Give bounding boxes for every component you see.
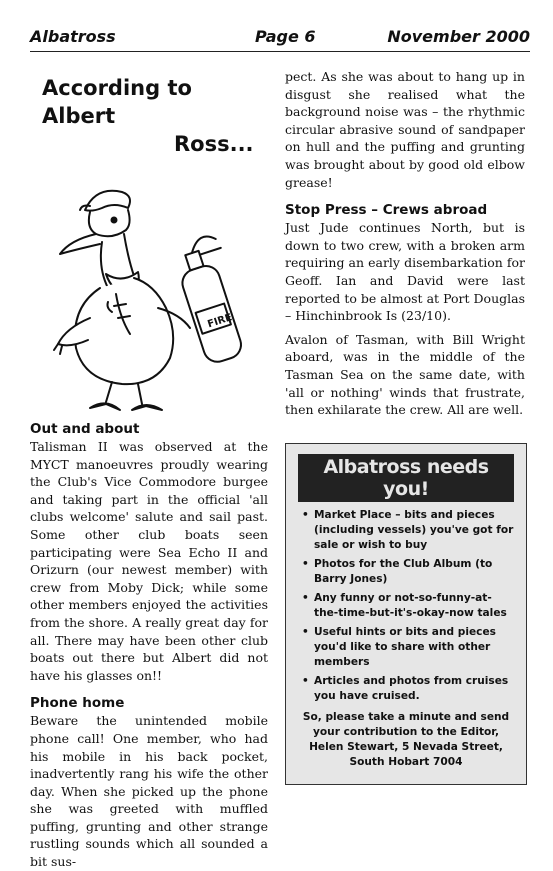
page-number: Page 6	[255, 27, 316, 46]
list-item	[302, 625, 514, 670]
section-text: Avalon of Tasman, with Bill Wright aboard, was in the middle of the Tasman Sea on the same date, with 'all or nothing' winds that frustrate, then exhilarate the crew. All are well.	[285, 331, 525, 418]
list-item-text: Articles and photos from cruises you have cruised.	[314, 675, 509, 702]
section-phone-home	[30, 694, 268, 870]
list-item-text: Useful hints or bits and pieces you'd like to share with other members	[314, 626, 496, 668]
advert-footer	[296, 710, 516, 770]
list-item	[302, 557, 514, 587]
advert-list	[286, 508, 526, 704]
section-heading: Stop Press – Crews abroad	[285, 202, 488, 219]
advert-footer-line1: So, please take a minute and send your contribution to the Editor,	[302, 711, 510, 738]
continued-text: pect. As she was about to hang up in disgust she realised what the background noise was – the rhythmic circular abrasive sound of sandpaper on hull and the puffing and grunting was brought about by good old elbow grease!	[285, 69, 525, 190]
section-text: Talisman II was observed at the MYCT manoeuvres proudly wearing the Club's Vice Commodore burgee and taking part in the official 'all clubs welcome' salute and sail past. Some other club boats seen participating were Sea Echo II and Orizurn (our newest member) with crew from Moby Dick; while some other members enjoyed the activities from the shore. A really great day for all. There may have been other club boats out there but Albert did not have his glasses on!!	[30, 439, 268, 683]
bullet-icon: •	[302, 592, 309, 604]
section-heading: Out and about	[30, 421, 140, 437]
list-item	[302, 674, 514, 704]
list-item	[302, 591, 514, 621]
page-header	[30, 27, 530, 52]
list-item	[302, 508, 514, 553]
list-item-text: Market Place – bits and pieces (including vessels) you've got for sale or wish to buy	[314, 509, 514, 551]
bullet-icon: •	[302, 509, 309, 521]
left-column	[30, 68, 268, 871]
section-stop-press	[285, 201, 525, 419]
list-item-text: Any funny or not-so-funny-at-the-time-but-it's-okay-now tales	[314, 592, 507, 619]
column-title	[42, 74, 268, 158]
column-title-line2: Ross...	[174, 132, 254, 156]
newsletter-name: Albatross	[30, 27, 116, 46]
extinguisher-label: FIRE	[206, 312, 234, 331]
advert-footer-line3: South Hobart 7004	[349, 756, 463, 768]
section-out-and-about	[30, 420, 268, 684]
column-title-line1: According to Albert	[42, 76, 192, 128]
albatross-with-extinguisher-icon	[30, 158, 268, 420]
section-heading: Phone home	[30, 695, 125, 712]
advert-title: Albatross needs you!	[298, 454, 514, 502]
section-text: Just Jude continues North, but is down to two crew, with a broken arm requiring an early disembarkation for Geoff. Ian and David were last reported to be almost at Port Douglas – Hinchinbrook Is (23/10).	[285, 220, 525, 324]
bullet-icon: •	[302, 675, 309, 687]
list-item-text: Photos for the Club Album (to Barry Jones)	[314, 558, 493, 585]
section-text: Beware the unintended mobile phone call! One member, who had his mobile in his back pocket, inadvertently rang his wife the other day. When she picked up the phone she was greeted with muffled puffing, grunting and other strange rustling sounds which all sounded a bit sus-	[30, 713, 268, 870]
contributions-advert	[285, 443, 527, 785]
issue-date: November 2000	[387, 27, 530, 46]
advert-footer-line2: Helen Stewart, 5 Nevada Street,	[309, 741, 503, 753]
albatross-illustration	[30, 158, 268, 420]
bullet-icon: •	[302, 626, 309, 638]
bullet-icon: •	[302, 558, 309, 570]
right-column	[285, 68, 525, 419]
